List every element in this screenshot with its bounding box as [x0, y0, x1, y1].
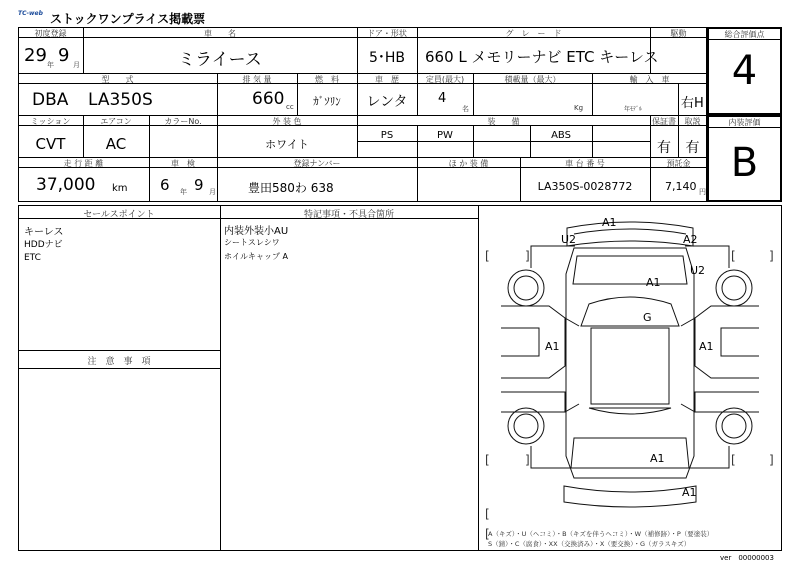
model-header: 型 式 [101, 75, 134, 84]
ext-color-header: 外 装 色 [272, 117, 302, 126]
mark-u2-right: U2 [690, 264, 706, 277]
mark-u2-left: U2 [561, 233, 577, 246]
mileage-unit: km [112, 183, 128, 194]
bracket: ] [769, 249, 774, 263]
aircon: AC [105, 135, 127, 153]
interior-header: 内装評価 [728, 118, 761, 127]
inspection-year: 6 [160, 176, 170, 194]
remark-item: ホイルキャップ A [224, 252, 289, 261]
mission: CVT [35, 135, 66, 153]
import-header: 輸 入 車 [629, 75, 670, 84]
recycle-unit: 円 [699, 188, 706, 196]
bracket: [ [485, 453, 490, 467]
model: LA350S [88, 90, 153, 110]
reg-month-unit: 月 [73, 61, 80, 69]
reg-year-unit: 年 [47, 61, 54, 69]
inspection-year-unit: 年 [180, 188, 187, 196]
legend-line-1: A（キズ）・U（ヘコミ）・B（キズを伴うヘコミ）・W（補修跡）・P（要塗装） [488, 530, 714, 538]
reg-year: 29 [24, 45, 47, 66]
grade-header: グ レ ー ド [505, 29, 562, 38]
handle: 右H [681, 96, 704, 111]
remarks-header: 特記事項・不具合箇所 [303, 210, 394, 220]
bracket: [ [485, 249, 490, 263]
car-name-header: 車 名 [204, 29, 236, 38]
svg-text:[: [ [485, 527, 490, 541]
sheet-title: ストックワンプライス掲載票 [50, 12, 206, 26]
color-no-header: カラーNo. [164, 117, 202, 126]
equip-ps: PS [380, 130, 394, 141]
inspection-header: 車 検 [171, 159, 195, 168]
capacity-unit: 名 [462, 105, 469, 113]
bracket: [ [731, 249, 736, 263]
sales-point-item: ETC [24, 253, 41, 263]
mileage: 37,000 [36, 175, 96, 195]
mileage-header: 走 行 距 離 [63, 159, 104, 168]
mark-left-a1: A1 [545, 340, 560, 353]
equip-abs: ABS [551, 130, 571, 141]
remark-item: シートスレシワ [224, 238, 280, 247]
max-load-header: 積載量（最大） [504, 75, 561, 84]
warranty: 有 [657, 140, 671, 156]
aircon-header: エアコン [100, 117, 132, 126]
chassis-header: 車 台 番 号 [565, 159, 605, 168]
interior-score: B [730, 140, 759, 186]
equipment-header: 装 備 [487, 117, 520, 126]
car-name: ミライース [178, 50, 262, 70]
displacement: 660 [252, 89, 285, 109]
mark-rear-a1: A1 [650, 452, 665, 465]
warranty-header: 保証書 [652, 117, 676, 126]
mark-hood-a1: A1 [646, 276, 661, 289]
mark-bottom-a1: A1 [682, 486, 697, 499]
sales-point-item: HDDナビ [24, 240, 63, 250]
logo: TC-web [18, 10, 43, 17]
import-model-label: 年ﾓﾃﾞﾙ [624, 106, 643, 113]
inspection-month-unit: 月 [209, 188, 216, 196]
fuel: ｶﾞｿﾘﾝ [313, 95, 341, 108]
sales-point-item: キーレス [24, 227, 64, 238]
equip-pw: PW [437, 130, 453, 141]
door-form: 5･HB [368, 50, 406, 66]
manual-header: 取説 [684, 117, 701, 126]
capacity: 4 [438, 91, 447, 106]
overall-score: 4 [731, 48, 758, 94]
car-damage-diagram [479, 206, 781, 550]
grade: 660 L メモリーナビ ETC キーレス [425, 48, 659, 66]
notes-header: 注 意 事 項 [87, 357, 151, 367]
mark-right-a1: A1 [699, 340, 714, 353]
load-unit: Kg [574, 104, 584, 112]
bracket: ] [525, 249, 530, 263]
bracket: ] [769, 453, 774, 467]
history: レンタ [366, 94, 408, 110]
bracket: [ [731, 453, 736, 467]
door-form-header: ドア・形状 [367, 29, 407, 38]
capacity-header: 定員(最大) [425, 75, 465, 84]
displacement-unit: cc [286, 103, 294, 111]
fuel-header: 燃 料 [315, 75, 339, 84]
mission-header: ミッション [30, 117, 71, 126]
drive-header: 駆動 [670, 29, 687, 38]
mark-roof-g: G [643, 311, 652, 324]
remark-item: 内装外装小AU [224, 226, 289, 237]
svg-text:[: [ [485, 507, 490, 521]
mark-top-a1: A1 [602, 216, 617, 229]
reg-month: 9 [58, 45, 70, 66]
inspection-month: 9 [194, 176, 204, 194]
history-header: 車 歴 [375, 75, 399, 84]
recycle-amount: 7,140 [665, 180, 697, 193]
model-prefix: DBA [32, 90, 69, 110]
first-reg-header: 初度登録 [34, 29, 67, 38]
ext-color: ホワイト [265, 138, 309, 151]
plate: 豊田580わ 638 [248, 181, 334, 195]
version: ver 00000003 [720, 554, 774, 562]
plate-header: 登録ナンバー [293, 159, 341, 168]
overall-header: 総合評価点 [724, 30, 765, 39]
manual: 有 [685, 140, 700, 156]
recycle-header: 預託金 [666, 159, 691, 168]
legend-line-2: S（錆）・C（腐食）・XX（交換済み）・X（要交換）・G（ガラスキズ） [488, 540, 691, 548]
bracket: ] [525, 453, 530, 467]
other-equip-header: ほ か 装 備 [448, 159, 489, 168]
displacement-header: 排 気 量 [242, 75, 272, 84]
chassis-no: LA350S-0028772 [537, 180, 633, 193]
mark-a2-right: A2 [683, 233, 698, 246]
sales-points-header: セールスポイント [83, 210, 155, 220]
